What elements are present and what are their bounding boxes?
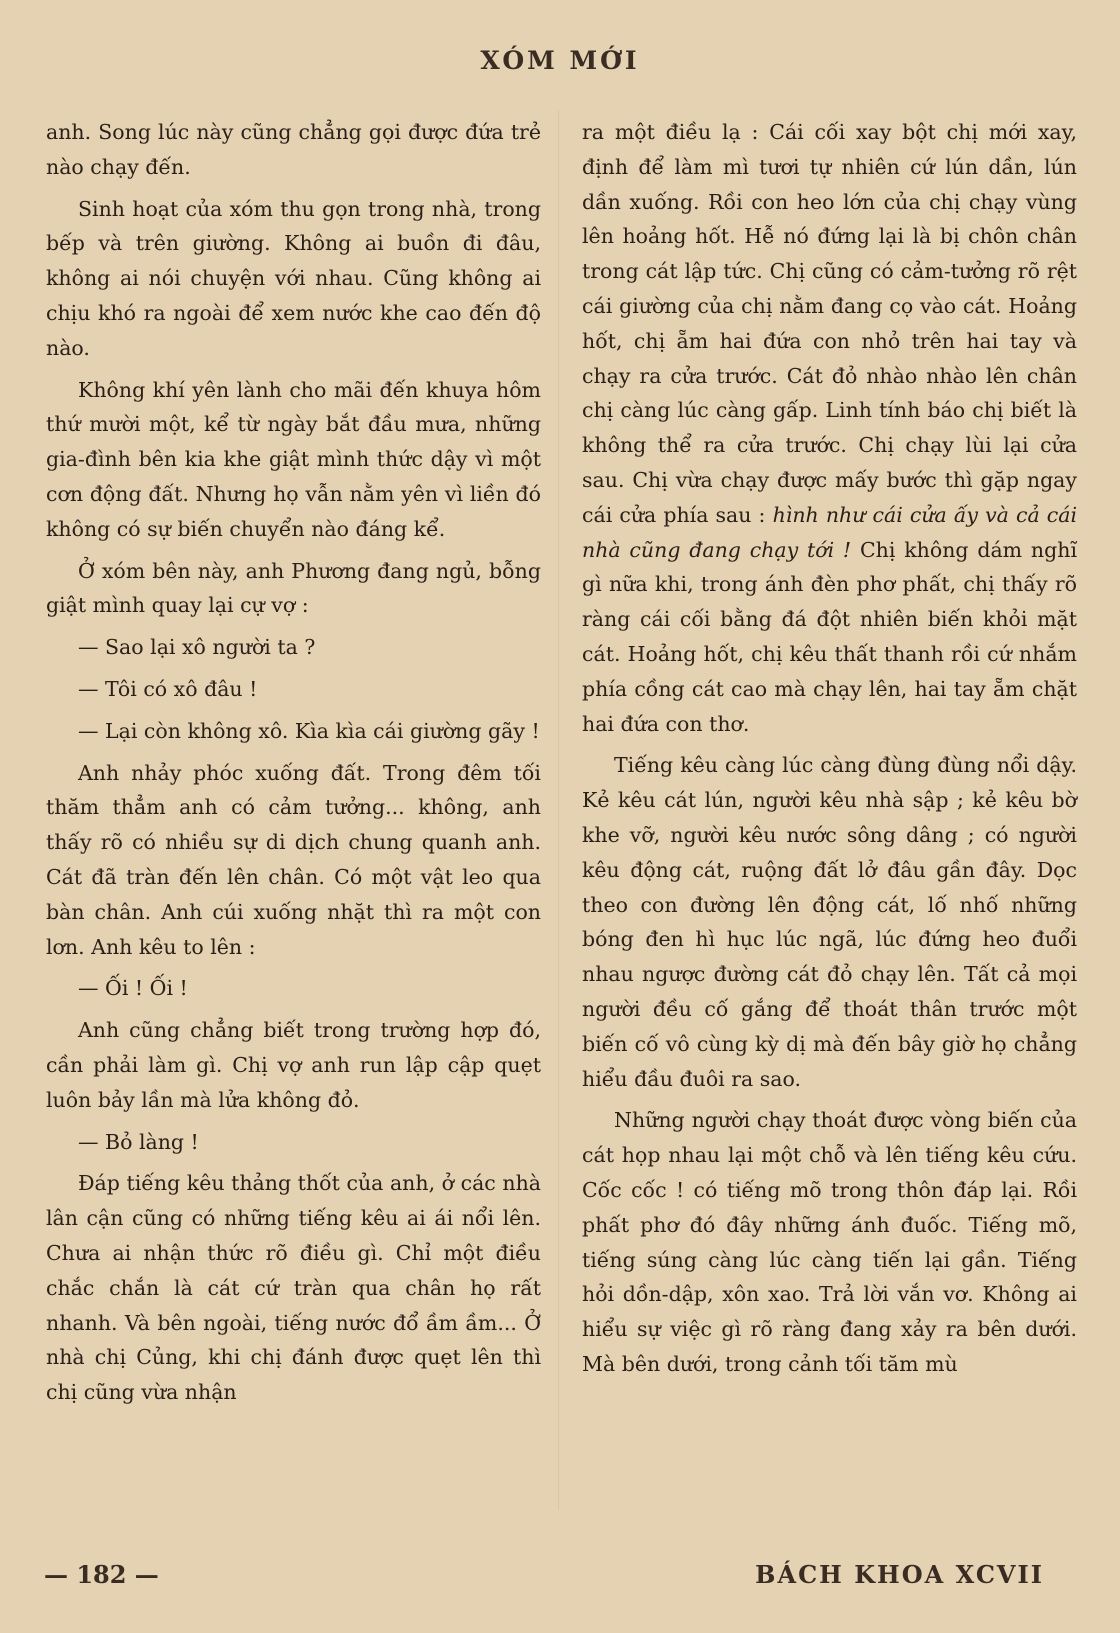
right-column	[582, 115, 1077, 1389]
publication-footer: BÁCH KHOA XCVII	[755, 1560, 1044, 1589]
dialogue-line: — Lại còn không xô. Kìa kìa cái giường gãy !	[78, 718, 540, 743]
italic-phrase: hình như cái cửa ấy và cả cái nhà cũng đang chạy tới !	[582, 502, 1078, 562]
dialogue-line: — Tôi có xô đâu !	[78, 676, 258, 701]
paragraph: Anh cũng chẳng biết trong trường hợp đó, cần phải làm gì. Chị vợ anh run lập cập quẹt luôn bảy lần mà lửa không đỏ.	[46, 1018, 541, 1112]
paragraph: Không khí yên lành cho mãi đến khuya hôm thứ mười một, kể từ ngày bắt đầu mưa, những gia-đình bên kia khe giật mình thức dậy vì một cơn động đất. Nhưng họ vẫn nằm yên vì liền đó không có sự biến chuyển nào đáng kể.	[46, 377, 541, 541]
paragraph: Anh nhảy phóc xuống đất. Trong đêm tối thăm thẳm anh có cảm tưởng... không, anh thấy rõ có nhiều sự di dịch chung quanh anh. Cát đã tràn đến lên chân. Có một vật leo qua bàn chân. Anh cúi xuống nhặt thì ra một con lơn. Anh kêu to lên :	[46, 760, 541, 959]
paragraph: Đáp tiếng kêu thảng thốt của anh, ở các nhà lân cận cũng có những tiếng kêu ai ái nổi lên. Chưa ai nhận thức rõ điều gì. Chỉ một điều chắc chắn là cát cứ tràn qua chân họ rất nhanh. Và bên ngoài, tiếng nước đổ ầm ầm... Ở nhà chị Củng, khi chị đánh được quẹt lên thì chị cũng vừa nhận	[46, 1171, 541, 1405]
column-gutter	[558, 110, 559, 1510]
paragraph: anh. Song lúc này cũng chẳng gọi được đứa trẻ nào chạy đến.	[46, 120, 541, 179]
paragraph: Sinh hoạt của xóm thu gọn trong nhà, trong bếp và trên giường. Không ai buồn đi đâu, không ai nói chuyện với nhau. Cũng không ai chịu khó ra ngoài để xem nước khe cao đến độ nào.	[46, 196, 541, 360]
page-title: XÓM MỚI	[480, 46, 640, 75]
dialogue-line: — Sao lại xô người ta ?	[78, 635, 316, 660]
paragraph-text: Chị không dám nghĩ gì nữa khi, trong ánh đèn phơ phất, chị thấy rõ ràng cái cối bằng đá đột nhiên biến khỏi mặt cát. Hoảng hốt, chị kêu thất thanh rồi cứ nhắm phía cồng cát cao mà chạy lên, hai tay ẵm chặt hai đứa con thơ.	[582, 537, 1077, 736]
paragraph: Ở xóm bên này, anh Phương đang ngủ, bỗng giật mình quay lại cự vợ :	[46, 558, 541, 618]
page-number: — 182 —	[44, 1560, 159, 1589]
paragraph	[582, 115, 1077, 741]
dialogue-line: — Bỏ làng !	[78, 1129, 199, 1154]
dialogue-line: — Ối ! Ối !	[78, 976, 188, 1001]
paragraph: Những người chạy thoát được vòng biến của cát họp nhau lại một chỗ và lên tiếng kêu cứu. Cốc cốc ! có tiếng mõ trong thôn đáp lại. Rồi phất phơ đó đây những ánh đuốc. Tiếng mõ, tiếng súng càng lúc càng tiến lại gần. Tiếng hỏi dồn-dập, xôn xao. Trả lời vắn vơ. Không ai hiểu sự việc gì rõ ràng đang xảy ra bên dưới. Mà bên dưới, trong cảnh tối tăm mù	[582, 1108, 1077, 1376]
paragraph: Tiếng kêu càng lúc càng đùng đùng nổi dậy. Kẻ kêu cát lún, người kêu nhà sập ; kẻ kêu bờ khe vỡ, người kêu nước sông dâng ; có người kêu động cát, ruộng đất lở đâu gần đây. Dọc theo con đường lên động cát, lố nhố những bóng đen hì hục lúc ngã, lúc đứng heo đuổi nhau ngược đường cát đỏ chạy lên. Tất cả mọi người đều cố gắng để thoát thân trước một biến cố vô cùng kỳ dị mà đến bây giờ họ chẳng hiểu đầu đuôi ra sao.	[582, 753, 1077, 1091]
paragraph-text: ra một điều lạ : Cái cối xay bột chị mới xay, định để làm mì tươi tự nhiên cứ lún dần, lún dần xuống. Rồi con heo lớn của chị chạy vùng lên hoảng hốt. Hễ nó đứng lại là bị chôn chân trong cát lập tức. Chị cũng có cảm-tưởng rõ rệt cái giường của chị nằm đang cọ vào cát. Hoảng hốt, chị ẵm hai đứa con nhỏ trên hai tay và chạy ra cửa trước. Cát đỏ nhào nhào lên chân chị càng lúc càng gấp. Linh tính báo chị biết là không thể ra cửa trước. Chị chạy lùi lại cửa sau. Chị vừa chạy được mấy bước thì gặp ngay cái cửa phía sau :	[582, 120, 1077, 527]
left-column	[46, 115, 541, 1410]
